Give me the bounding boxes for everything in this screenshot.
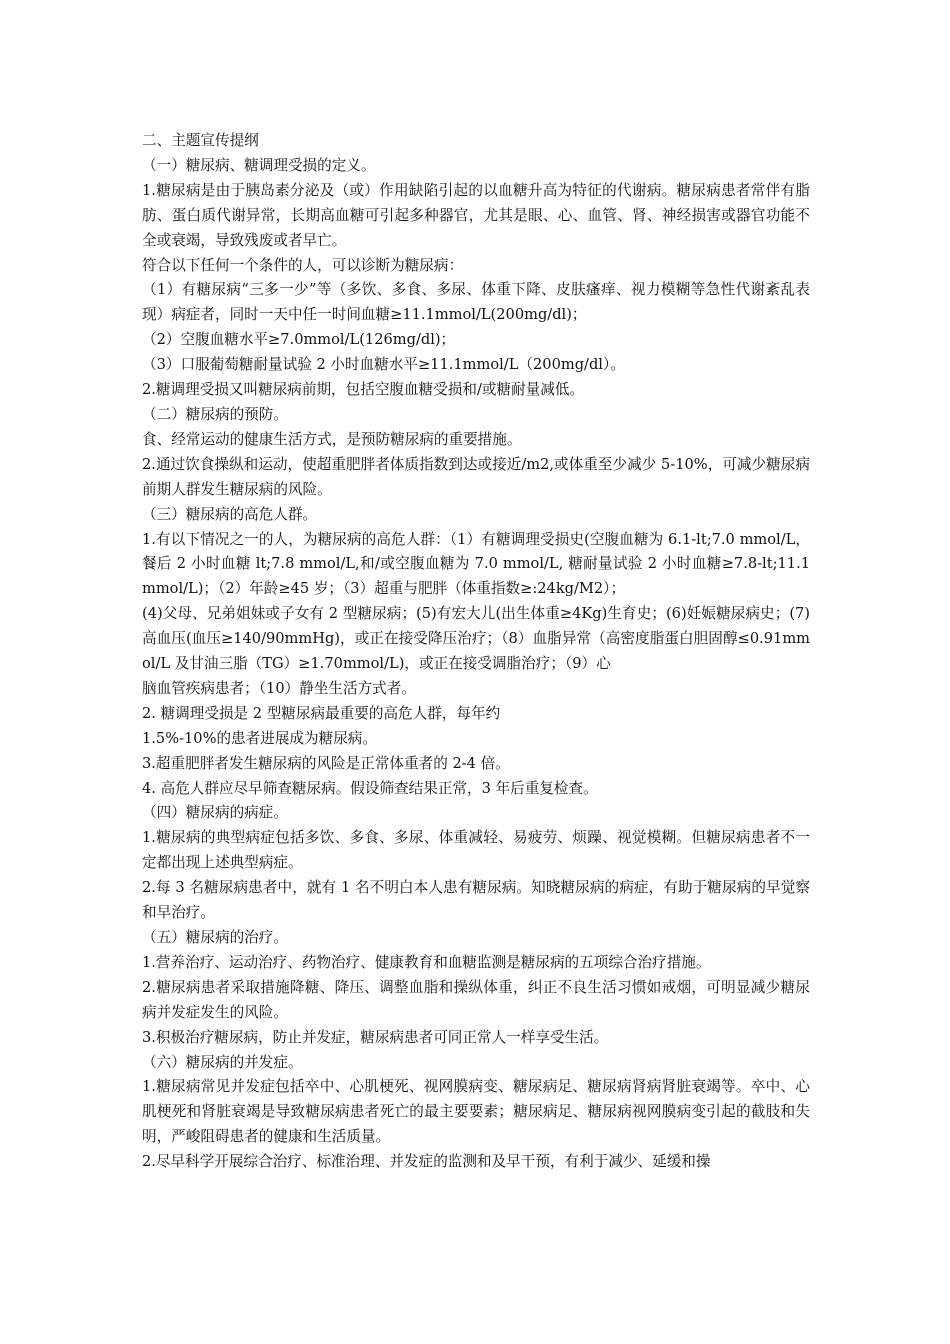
paragraph: 2.尽早科学开展综合治疗、标准治理、并发症的监测和及早干预，有利于减少、延缓和操: [142, 1153, 711, 1171]
subsection-heading: （六）糖尿病的并发症。: [142, 1053, 303, 1071]
paragraph: 脑血管疾病患者；（10）静坐生活方式者。: [142, 679, 416, 697]
paragraph: 1.糖尿病的典型病症包括多饮、多食、多尿、体重减轻、易疲劳、烦躁、视觉模糊。但糖尿病患者不一定都出现上述典型病症。: [142, 829, 810, 872]
subsection-heading: （一）糖尿病、糖调理受损的定义。: [142, 156, 376, 174]
paragraph: 2.糖调理受损又叫糖尿病前期，包括空腹血糖受损和/或糖耐量减低。: [142, 381, 585, 399]
paragraph: 2.每 3 名糖尿病患者中，就有 1 名不明白本人患有糖尿病。知晓糖尿病的病症，有助于糖尿病的早觉察和早治疗。: [142, 879, 810, 922]
paragraph: 1.糖尿病是由于胰岛素分泌及（或）作用缺陷引起的以血糖升高为特征的代谢病。糖尿病患者常伴有脂肪、蛋白质代谢异常，长期高血糖可引起多种器官，尤其是眼、心、血管、肾、神经损害或器官功能不全或衰竭，导致残废或者早亡。: [142, 181, 810, 249]
paragraph: 1.营养治疗、运动治疗、药物治疗、健康教育和血糖监测是糖尿病的五项综合治疗措施。: [142, 953, 711, 971]
subsection-heading: （二）糖尿病的预防。: [142, 405, 288, 423]
subsection-heading: （五）糖尿病的治疗。: [142, 929, 288, 946]
paragraph: 3.超重肥胖者发生糖尿病的风险是正常体重者的 2-4 倍。: [142, 754, 510, 772]
paragraph: 4. 高危人群应尽早筛查糖尿病。假设筛查结果正常，3 年后重复检查。: [142, 779, 598, 797]
paragraph: （3）口服葡萄糖耐量试验 2 小时血糖水平≥11.1mmol/L（200mg/dl）。: [142, 356, 625, 374]
paragraph: 3.积极治疗糖尿病，防止并发症，糖尿病患者可同正常人一样享受生活。: [142, 1028, 609, 1046]
paragraph: 2.糖尿病患者采取措施降糖、降压、调整血脂和操纵体重，纠正不良生活习惯如戒烟，可明显减少糖尿病并发症发生的风险。: [142, 978, 810, 1021]
paragraph: 食、经常运动的健康生活方式，是预防糖尿病的重要措施。: [142, 430, 522, 448]
subsection-heading: （三）糖尿病的高危人群。: [142, 505, 318, 523]
document-body: [142, 129, 810, 1175]
paragraph: （2）空腹血糖水平≥7.0mmol/L(126mg/dl)；: [142, 331, 456, 349]
paragraph: 2. 糖调理受损是 2 型糖尿病最重要的高危人群，每年约: [142, 704, 501, 722]
paragraph: 1.有以下情况之一的人，为糖尿病的高危人群：（1）有糖调理受损史(空腹血糖为 6.1-lt;7.0 mmol/L，餐后 2 小时血糖 lt;7.8 mmol/L,和/或空腹血糖为 7.0 mmol/L, 糖耐量试验 2 小时血糖≥7.8-lt;11.1 mmol/L)；（2）年龄≥45 岁；（3）超重与肥胖（体重指数≥:24kg/M2）；: [142, 530, 810, 598]
section-heading: 二、主题宣传提纲: [142, 132, 259, 149]
paragraph: （1）有糖尿病“三多一少”等（多饮、多食、多尿、体重下降、皮肤瘙痒、视力模糊等急性代谢紊乱表现）病症者，同时一天中任一时间血糖≥11.1mmol/L(200mg/dl)；: [142, 281, 810, 324]
paragraph: (4)父母、兄弟姐妹或子女有 2 型糖尿病；(5)有宏大儿(出生体重≥4Kg)生育史；(6)妊娠糖尿病史；(7)高血压(血压≥140/90mmHg)，或正在接受降压治疗；（8）血脂异常（高密度脂蛋白胆固醇≤0.91mmol/L 及甘油三脂（TG）≥1.70mmol/L)，或正在接受调脂治疗；（9）心: [142, 605, 810, 673]
paragraph: 符合以下任何一个条件的人，可以诊断为糖尿病：: [142, 256, 464, 274]
subsection-heading: （四）糖尿病的病症。: [142, 804, 288, 822]
paragraph: 2.通过饮食操纵和运动，使超重肥胖者体质指数到达或接近/m2,或体重至少减少 5-10%，可减少糖尿病前期人群发生糖尿病的风险。: [142, 455, 810, 498]
paragraph: 1.糖尿病常见并发症包括卒中、心肌梗死、视网膜病变、糖尿病足、糖尿病肾病肾脏衰竭等。卒中、心肌梗死和肾脏衰竭是导致糖尿病患者死亡的最主要要素；糖尿病足、糖尿病视网膜病变引起的截肢和失明，严峻阻碍患者的健康和生活质量。: [142, 1078, 810, 1146]
paragraph: 1.5%-10%的患者进展成为糖尿病。: [142, 729, 377, 747]
